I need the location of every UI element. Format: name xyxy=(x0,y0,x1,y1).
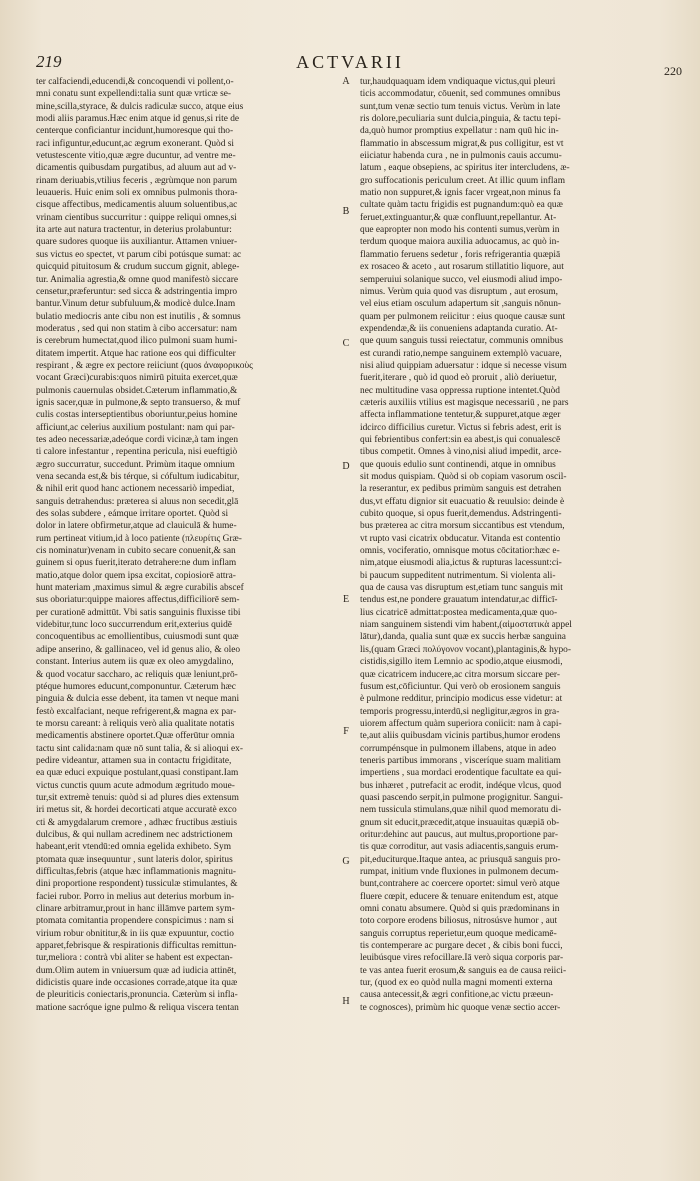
text-line: qua de causa vas disruptum est,etiam tunc sanguis mit xyxy=(360,583,563,594)
text-line: de pleuriticis coniectaris,pronuncia. Cæterùm si infla- xyxy=(36,990,238,1001)
text-line: quasi pascendo serpit,in pulmone progignitur. Sangui- xyxy=(360,792,563,803)
margin-letter: A xyxy=(342,76,350,87)
text-line: teneris partibus immorans , visceríque suam malitiam xyxy=(360,755,561,766)
text-line: culis costas interseptientibus oboriuntur,peius homine xyxy=(36,410,238,421)
text-line: rumpat, initium vnde fluxiones in pulmonem decum- xyxy=(360,867,559,877)
text-line: ea quæ educi expuique postulant,quasi constipant.Iam xyxy=(36,768,239,779)
text-line: omni conatu absumere. Quòd si quis prædominans in xyxy=(360,904,560,915)
text-line: te vas antea fuerit erosum,& sanguis ea de causa reiici- xyxy=(360,965,567,976)
text-line: corrumpénsque in pulmonem illabens, atque in adeo xyxy=(360,743,557,754)
text-line: sit modus quispiam. Quòd si ob copiam vasorum oscil- xyxy=(360,472,567,482)
page-header xyxy=(0,52,700,78)
margin-section-letters xyxy=(332,76,360,1156)
text-line: lius cicatricē admittat:postea medicamenta,quæ quo- xyxy=(360,607,558,618)
text-line: semperuiui solanique succo, vel eiusmodi aliud impo- xyxy=(360,274,563,285)
text-line: vel eius etiam osculum adapertum sit ,sanguis nōnun- xyxy=(360,299,562,310)
text-line: iri metus sit, & hordei decorticati atque accuratè exco xyxy=(36,805,237,816)
text-line: didicistis quare inde occasiones corrade,atque ita quæ xyxy=(36,978,238,989)
text-line: rinam deriuabis,vtilius feceris , ægrùmque non parum xyxy=(36,175,237,186)
text-line: tur,meliora : contrà vbi aliter se habent est expectan- xyxy=(36,953,233,964)
text-line: omnis, vociferatio, omnisque motus cōcitatior:hæc e- xyxy=(360,546,560,557)
text-line: vrinam cientibus succurritur : quippe reliqui omnes,si xyxy=(36,212,237,223)
text-line: faciei rubor. Porro in melius aut deterius morbum in- xyxy=(36,891,235,902)
text-line: toto corpore erodens biliosus, nitrosúsve humor , aut xyxy=(360,916,558,927)
text-line: vetustescente vitio,quæ ægre ducuntur, ad ventre me- xyxy=(36,151,236,162)
text-line: bunt,contrahere ac coercere oportet: simul verò atque xyxy=(360,879,560,890)
text-line: sanguis detrahendus: præterea si aluus non secedit,glā xyxy=(36,496,239,507)
text-line: cubito quoque, si opus fuerit,demendus. Adstringenti- xyxy=(360,509,562,520)
text-line: virium robur obnititur,& in iis quæ expuuntur, coctio xyxy=(36,928,234,939)
text-line: eiiciatur habenda cura , ne in pulmonis cauis accumu- xyxy=(360,151,562,162)
text-line: dolor in latere obfirmetur,atque ad clauiculā & hume- xyxy=(36,521,237,532)
text-line: hunt materiam ,maximus simul & ægre curabilis abscef xyxy=(36,583,244,594)
text-line: da,quò humor promptius expellatur : nam quū hic in- xyxy=(360,126,559,137)
margin-letter: D xyxy=(342,461,350,472)
text-line: cultate quàm tactu frigidis est pugnandum:quò ea quæ xyxy=(360,200,563,211)
text-line: respirant , & ægre ex pectore reiiciunt (quos ἀναφορικοὺς xyxy=(36,360,253,371)
text-line: la reserantur, ex pedibus primùm sanguis est detrahen xyxy=(360,484,562,495)
text-line: cistidis,sigillo item Lemnio ac spodio,atque eiusmodi, xyxy=(360,657,563,668)
text-line: bi paucum suppeditent nutrimentum. Si violenta ali- xyxy=(360,570,556,581)
page-number-right: 220 xyxy=(664,64,682,78)
text-line: ægro succurratur, succedunt. Primùm itaque omnium xyxy=(36,459,235,470)
text-line: censetur,præferuntur: sed sicca & adstringentia impro xyxy=(36,286,238,297)
text-line: fuerit,iterare , quò id quod eò proruit , aliò deriuetur, xyxy=(360,373,557,384)
text-line: & quod vocatur saccharo, ac reliquis quæ leniunt,prō- xyxy=(36,669,238,680)
text-line: leuaueris. Huic enim soli ex omnibus pulmonis thora- xyxy=(36,188,238,199)
text-line: is cerebrum humectat,quod ilico pulmoni suam humi- xyxy=(36,336,238,347)
text-line: ignis sacer,quæ in pulmone,& septo transuerso, & muf xyxy=(36,397,241,408)
text-line: que quum sanguis tussi reiectatur, communis omnibus xyxy=(360,336,563,347)
text-line: adipe anserino, & gallinaceo, vel id genus alio, & oleo xyxy=(36,644,241,655)
text-line: videbitur,tunc loco succurrendum erit,exterius quidē xyxy=(36,620,232,631)
text-line: te,aut aliis quibusdam vicinis partibus,humor erodens xyxy=(360,731,561,742)
text-line: cti & amygdalarum cremore , adhæc fructibus æstiuis xyxy=(36,817,237,828)
text-line: nimus. Verùm quia quod vas disruptum , aut erosum, xyxy=(360,286,558,297)
text-line: quæ cicatricem inducere,ac citra morsum siccare per- xyxy=(360,669,560,680)
text-line: flammatio in abscessum migrat,& pus colligitur, est vt xyxy=(360,138,564,149)
text-line: ticis accommodatur, cōuenit, sed communes omnibus xyxy=(360,89,561,100)
text-line: ptomata comitantia propendere conspicimus : nam si xyxy=(36,916,234,927)
text-line: flammatio feruens sedetur , foris refrigerantia quæpiā xyxy=(360,249,561,260)
text-line: afficiunt,ac celerius auxilium postulant: nam qui par- xyxy=(36,422,235,433)
text-line: oritur:dehinc aut paucus, aut multus,proportione par- xyxy=(360,829,558,840)
text-line: clinare arbitramur,prout in hanc illāmve partem sym- xyxy=(36,904,235,915)
text-line: ditatem impertit. Atque hac ratione eos qui difficulter xyxy=(36,348,236,359)
text-line: mine,scilla,styrace, & dulcis radiculæ succo, atque eius xyxy=(36,101,244,112)
text-line: matione sacróque igne pulmo & reliqua viscera tentan xyxy=(36,1002,239,1013)
text-line: ris dolore,peculiaria sunt dulcia,pinguia, & tactu tepi- xyxy=(360,114,561,125)
text-line: fluere cœpit, educere & tenuare enitendum est, atque xyxy=(360,891,559,902)
text-line: des solas subdere , eámque irritare oportet. Quòd si xyxy=(36,509,229,520)
text-line: gro suffocationis periculum creet. At illic quum inflam xyxy=(360,175,565,186)
text-line: nisi aliud quippiam aduersatur : idque si necesse visum xyxy=(360,360,567,371)
text-line: expendendæ,& iis conueniens adaptanda curatio. At- xyxy=(360,323,558,334)
text-line: bus inhæret , putrefacit ac erodit, indéque vlcus, quod xyxy=(360,780,562,791)
text-line: temporis progressu,interdū,si negligitur,ægros in gra- xyxy=(360,706,560,717)
text-line: sanguis corruptus reperietur,eum quoque medicamē- xyxy=(360,928,557,939)
text-line: ti calore infestantur , repentina pericula, nisi eueftigiò xyxy=(36,447,238,458)
text-line: que quouis edulio sunt continendi, atque in omnibus xyxy=(360,459,556,470)
text-line: tis contemperare ac purgare decet , & cibis boni fucci, xyxy=(360,941,563,952)
text-line: apparet,febrisque & respirationis difficultas remittun- xyxy=(36,941,237,952)
text-line: que eapropter non modo his contenti sumus,verùm in xyxy=(360,225,560,236)
margin-letter: G xyxy=(342,856,350,867)
text-line: ptomata quæ insequuntur , sunt lateris dolor, spiritus xyxy=(36,854,233,865)
right-text-column xyxy=(360,76,678,1014)
text-line: habeant,erit vtendū:ed omnia egelida exhibeto. Sym xyxy=(36,842,231,853)
margin-letter: C xyxy=(342,338,350,349)
text-line: guinem si opus fuerit,iterato detrahere:ne dum inflam xyxy=(36,558,237,569)
text-line: pulmonis cauernulas obsidet.Cæterum inflammatio,& xyxy=(36,385,238,396)
text-line: te cognosces), primùm hic quoque venæ sectio accer- xyxy=(360,1002,561,1013)
text-line: bulatio mediocris ante cibu non est inutilis , & somnus xyxy=(36,311,241,322)
text-line: latum , eaque obsepiens, ac spiritus iter intercludens, æ- xyxy=(360,163,570,174)
text-line: constant. Interius autem iis quæ ex oleo amygdalino, xyxy=(36,657,234,668)
text-line: matio,atque dolor quem ipsa excitat, copiosiorē attra- xyxy=(36,570,236,581)
text-line: pinguia & dulcia esse debent, ita tamen vt neque mani xyxy=(36,694,240,705)
text-line: nim,atque eiusmodi alia,ictus & rupturas lacessunt:ci- xyxy=(360,558,562,569)
text-line: dicamentis quibusdam purgatibus, ad aluum aut ad v- xyxy=(36,163,237,174)
text-line: quam per pulmonem reiicitur : eius quoque causæ sunt xyxy=(360,311,566,322)
left-text-column xyxy=(36,76,332,1014)
text-line: tur. Animalia agrestia,& omne quod manifestò siccare xyxy=(36,274,239,285)
text-line: sus oboriatur:quippe maiores affectus,difficiliorē sem- xyxy=(36,595,240,606)
text-line: ptéque humores educunt,componuntur. Cæterum hæc xyxy=(36,681,236,692)
text-line: dulcibus, & qui nullam acredinem nec adstrictionem xyxy=(36,829,233,840)
text-line: ita arte aut natura tractentur, in deterius prolabuntur: xyxy=(36,225,232,236)
margin-letter: H xyxy=(342,996,350,1007)
running-title: ACTVARII xyxy=(296,52,404,72)
text-line: ex rosaceo & aceto , aut rosarum stillatitio liquore, aut xyxy=(360,262,564,273)
text-line: per curationē admittūt. Vbi satis sanguinis fluxisse tibi xyxy=(36,607,241,618)
text-line: lātur),danda, qualia sunt quæ ex succis herbæ sanguina xyxy=(360,632,566,643)
text-line: medicamentis abstinere oportet.Quæ offerūtur omnia xyxy=(36,731,235,742)
margin-letter: E xyxy=(342,594,350,605)
text-line: quare sudores quoque iis auxiliantur. Attamen vniuer- xyxy=(36,237,238,248)
text-line: causa antecessit,& ægri confitione,ac victu præeun- xyxy=(360,990,554,1001)
text-line: cisque affectibus, medicamentis aluum soluentibus,ac xyxy=(36,200,238,211)
text-line: festò excalfaciant, neque refrigerent,& magna ex par- xyxy=(36,706,237,717)
text-line: fusum est,cōficiuntur. Qui verò ob erosionem sanguis xyxy=(360,681,561,692)
text-line: victus cunctis quum acute admodum ægritudo moue- xyxy=(36,780,235,791)
text-line: cis nominatur)venam in cubito secare conuenit,& san xyxy=(36,546,236,557)
text-line: est curandi ratio,nempe sanguinem extemplò vacuare, xyxy=(360,348,562,359)
text-line: te morsu careant: à reliquis verò alia qualitate notatis xyxy=(36,718,235,729)
text-line: idcirco difficilius curetur. Victus si febris adest, erit is xyxy=(360,422,562,433)
text-line: leuibúsque vires refocillare.Iā verò siqua corporis par- xyxy=(360,953,564,964)
text-line: qui febrientibus confert:sin ea abest,is qui conualescē xyxy=(360,434,561,445)
text-line: tibus competit. Omnes à vino,nisi aliud impedit, arce- xyxy=(360,447,562,458)
text-line: cæteris auxiliis vtilius est magisque necessariū , ne pars xyxy=(360,397,569,408)
text-line: sunt,tum venæ sectio tum tenuis victus. Verùm in late xyxy=(360,101,561,112)
text-line: nem tussicula stimulans,quæ nihil quod memoratu di- xyxy=(360,805,562,816)
text-line: tendus est,ne pondere grauatum intendatur,ac difficī- xyxy=(360,595,558,606)
margin-letter: F xyxy=(343,726,349,737)
text-line: mni conatu sunt expellendi:talia sunt quæ vrticæ se- xyxy=(36,89,232,100)
text-line: è pulmone redditur, principio modicus esse videtur: at xyxy=(360,694,563,705)
text-line: tur,haudquaquam idem vndiquaque victus,qui pleuri xyxy=(360,77,556,87)
text-line: tes adeo necessariæ,adeóque cordi vicinæ,à tam ingen xyxy=(36,434,239,445)
text-line: impertiens , sua mordaci erodentique facultate ea qui- xyxy=(360,768,562,779)
text-line: tur,sit extremè tenuis: quòd si ad plures dies extensum xyxy=(36,792,239,803)
text-line: uiorem affectum quàm superiora coniicit: nam à capi- xyxy=(360,718,562,729)
text-line: & nihil erit quod hanc actionem necessariò impediat, xyxy=(36,484,235,495)
text-line: lis,(quam Græci πολύγονον vocant),plantaginis,& hypo- xyxy=(360,644,571,655)
text-line: bus præterea ac citra morsum siccantibus est vtendum, xyxy=(360,521,565,532)
text-line: rum pertineat vitium,id à loco patiente (πλευρίτις Græ- xyxy=(36,533,242,544)
text-line: vt rupto vasi cicatrix obducatur. Vitanda est contentio xyxy=(360,533,561,544)
text-line: ter calfaciendi,educendi,& concoquendi vi pollent,o- xyxy=(36,77,234,87)
page-number-left: 219 xyxy=(36,52,62,71)
text-line: nec multitudine vasa oppressa ruptione intentet.Quòd xyxy=(360,385,560,396)
text-line: niam sanguinem sistendi vim habent,(αἱμοστατικὰ appel xyxy=(360,620,572,631)
text-line: concoquentibus ac emollientibus, cuiusmodi sunt quæ xyxy=(36,632,239,643)
text-line: dini proportione respondent) tussiculæ stimulantes, & xyxy=(36,879,238,890)
text-line: raci infiguntur,educunt,ac ægrum exonerant. Quòd si xyxy=(36,138,235,149)
text-line: pit,educiturque.Itaque antea, ac priusquā sanguis pro- xyxy=(360,854,561,865)
text-line: pedire videantur, attamen sua in contactu frigiditate, xyxy=(36,755,232,766)
text-line: tis quæ corroditur, aut vasis adiacentis,sanguis erum- xyxy=(360,842,559,853)
text-line: tur, (quod ex eo quòd nulla magni momenti externa xyxy=(360,978,553,989)
text-line: feruet,extinguantur,& quæ confluunt,repellantur. At- xyxy=(360,212,557,223)
text-line: quicquid pituitosum & crudum succum gignit, ablege- xyxy=(36,262,240,273)
text-line: bantur.Vinum detur subfuluum,& modicè dulce.Inam xyxy=(36,299,236,310)
text-line: tactu sint calida:nam quæ nō sunt talia, & si alioqui ex- xyxy=(36,743,243,754)
text-line: terdum quoque maiora auxilia aduocamus, ac quò in- xyxy=(360,237,560,248)
text-line: modi aliis paramus.Hæc enim atque id genus,si rite de xyxy=(36,114,240,125)
text-line: vocant Græci)curabis:quos nimirū pituita exercet,quæ xyxy=(36,373,238,384)
text-line: sus victus eo spectet, vt parum cibi potúsque sumat: ac xyxy=(36,249,242,260)
text-line: dum.Olim autem in vniuersum quæ ad iudicia attinēt, xyxy=(36,965,237,976)
text-line: dus,vt effatu dignior sit euacuatio & reuulsio: deinde è xyxy=(360,496,565,507)
text-line: matio non suppuret,& ignis facer vrgeat,non minus fa xyxy=(360,188,561,199)
text-line: affecta inflammatione tentetur,& suppuret,atque æger xyxy=(360,410,561,421)
text-line: gnum sit educit,præcedit,atque insuauitas quæpiā ob- xyxy=(360,817,560,828)
text-line: vena secanda est,& bis térque, si cófultum iudicabitur, xyxy=(36,472,240,482)
text-line: difficultas,febris (atque hæc inflammationis magnitu- xyxy=(36,867,237,877)
text-line: moderatus , sed qui non statim à cibo accersatur: nam xyxy=(36,323,237,334)
text-line: centerque conficiantur incidunt,humoresque qui tho- xyxy=(36,126,234,137)
margin-letter: B xyxy=(342,206,350,217)
